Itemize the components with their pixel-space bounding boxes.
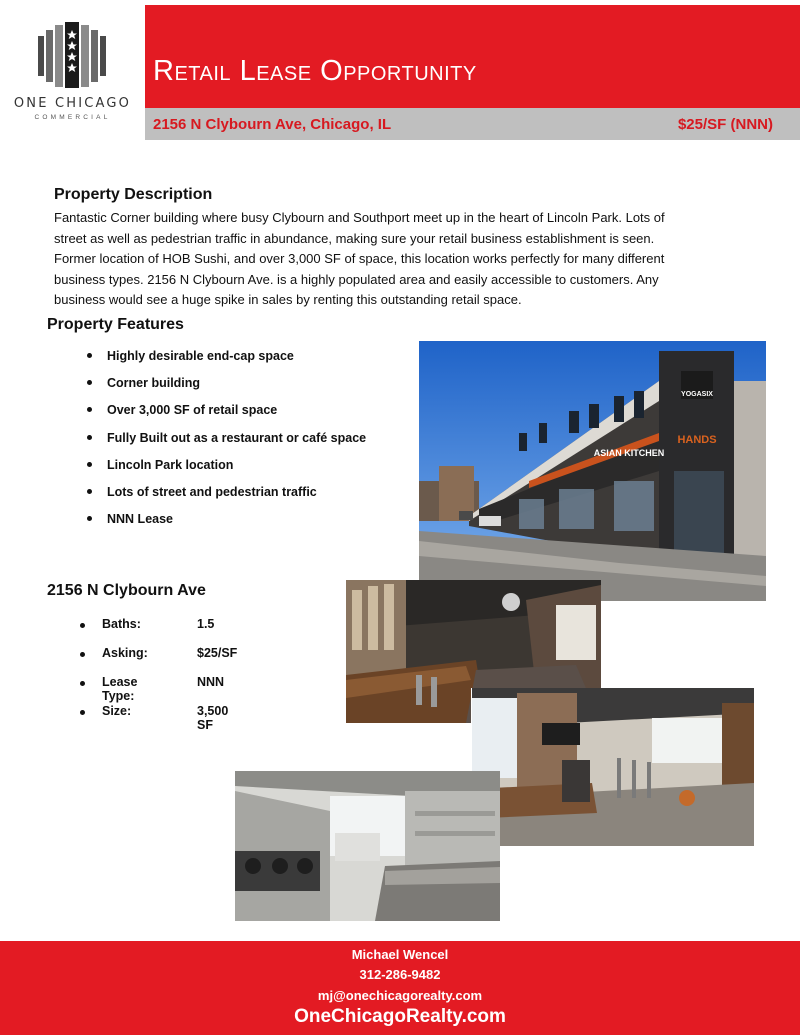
logo-subtitle: COMMERCIAL: [34, 114, 111, 121]
sign-asian-kitchen: ASIAN KITCHEN: [593, 448, 665, 458]
summary-label: Size:: [102, 704, 132, 718]
address-bar: [145, 108, 800, 140]
summary-value: 3,500 SF: [197, 704, 229, 732]
feature-item: Over 3,000 SF of retail space: [85, 401, 366, 428]
summary-value: 1.5: [197, 617, 215, 631]
summary-label: Baths:: [102, 617, 141, 631]
summary-heading: 2156 N Clybourn Ave: [47, 582, 206, 599]
exterior-photo: [419, 341, 766, 601]
feature-item: Fully Built out as a restaurant or café space: [85, 429, 366, 456]
interior-bar-photo: [472, 688, 754, 846]
summary-label: Asking:: [102, 646, 148, 660]
title-banner: [145, 5, 800, 108]
description-heading: Property Description: [54, 186, 213, 203]
summary-value: NNN: [197, 675, 225, 689]
logo-name: ONE CHICAGO: [13, 96, 132, 111]
company-logo: [0, 0, 145, 140]
property-address: 2156 N Clybourn Ave, Chicago, IL: [153, 116, 392, 133]
agent-phone[interactable]: 312-286-9482: [359, 967, 441, 982]
logo-mark-icon: [38, 22, 106, 88]
lease-price: $25/SF (NNN): [677, 116, 773, 133]
kitchen-photo: [235, 771, 500, 921]
features-heading: Property Features: [47, 316, 184, 333]
features-list: [85, 347, 366, 537]
summary-value: $25/SF: [197, 646, 238, 660]
agent-email[interactable]: mj@onechicagorealty.com: [317, 988, 483, 1003]
sign-hands: HANDS: [677, 434, 717, 446]
feature-item: Corner building: [85, 374, 366, 401]
page-title: Retail Lease Opportunity: [153, 55, 477, 87]
feature-item: Lincoln Park location: [85, 456, 366, 483]
feature-item: Lots of street and pedestrian traffic: [85, 483, 366, 510]
feature-item: NNN Lease: [85, 510, 366, 537]
description-text: Fantastic Corner building where busy Clybourn and Southport meet up in the heart of Lincoln Park. Lots of street as well as pedestrian traffic in abundance, making sure your retail business establishment is seen. Former location of HOB Sushi, and over 3,000 SF of space, this location works perfectly for many different business types. 2156 N Clybourn Ave. is a highly populated area and easily accessible to customers. Any business would see a huge spike in sales by renting this outstanding retail space.: [54, 210, 665, 307]
agent-name: Michael Wencel: [351, 947, 449, 962]
summary-label: Lease Type:: [102, 675, 138, 703]
sign-yogasix: YOGASIX: [681, 391, 713, 398]
contact-footer: [0, 941, 800, 1035]
company-website-link[interactable]: OneChicagoRealty.com: [294, 1006, 506, 1027]
feature-item: Highly desirable end-cap space: [85, 347, 366, 374]
